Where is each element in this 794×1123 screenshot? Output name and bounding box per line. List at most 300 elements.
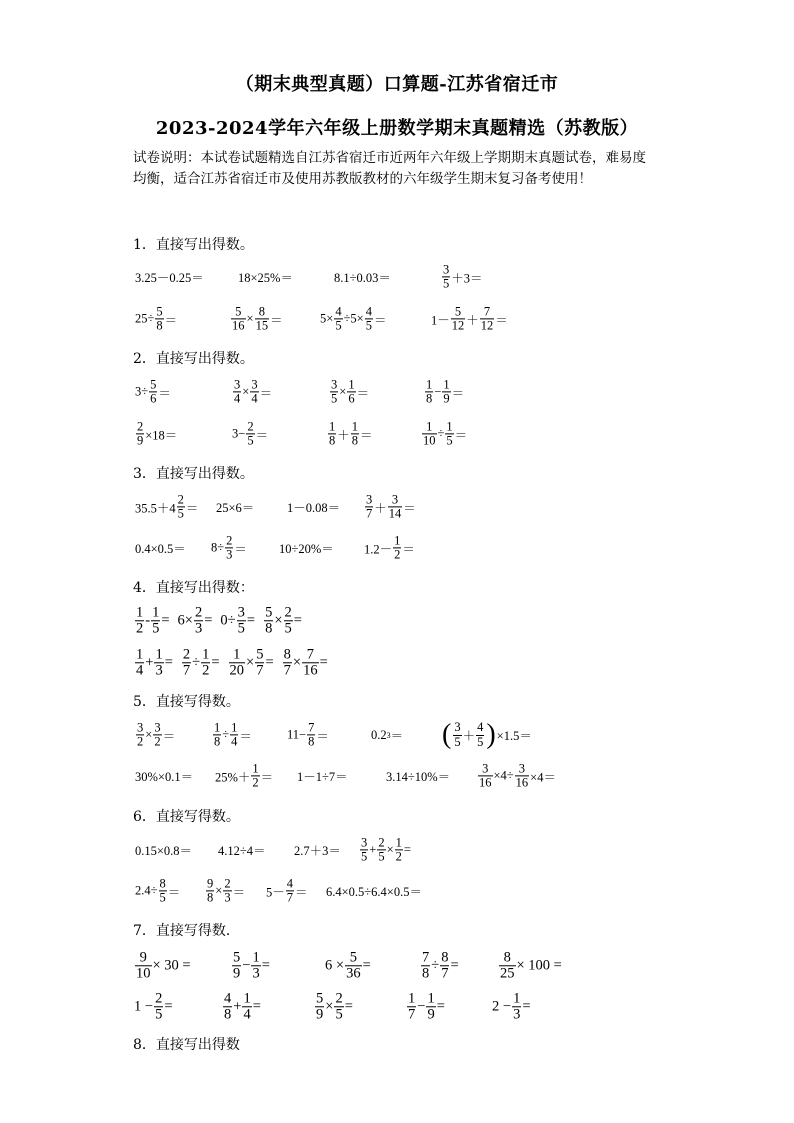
expression-text: 8.1÷0.03＝	[334, 271, 391, 285]
expression-text: ×	[246, 654, 255, 671]
fraction	[232, 950, 241, 981]
fraction	[246, 420, 254, 447]
expression-text: ×	[215, 883, 223, 898]
numerator: 5	[265, 604, 273, 621]
exercise	[205, 877, 245, 904]
fraction	[360, 836, 368, 863]
fraction	[201, 647, 210, 678]
fraction	[284, 605, 293, 636]
expression-text: ×	[292, 654, 302, 671]
denominator: 5	[361, 849, 368, 864]
numerator: 2	[182, 646, 191, 663]
exercise	[211, 534, 247, 561]
exercise	[386, 767, 450, 785]
expression-text: ＝	[316, 729, 329, 743]
fraction	[135, 605, 144, 636]
expression-text: ＝	[356, 386, 370, 400]
numerator: 2	[177, 492, 184, 507]
numerator: 8	[283, 646, 291, 663]
numerator: 9	[139, 949, 147, 966]
denominator: 9	[427, 1006, 435, 1023]
exercise	[314, 991, 353, 1022]
numerator: 3	[391, 492, 399, 507]
question-3-title: 3．直接写出得数。	[133, 466, 254, 482]
numerator: 5	[156, 304, 163, 319]
denominator: 16	[303, 662, 318, 679]
numerator: 4	[335, 304, 342, 319]
expression-text: 1－1÷7＝	[297, 770, 348, 784]
fraction	[223, 991, 232, 1022]
expression-text: =	[362, 957, 371, 974]
expression-text: 1 −	[134, 998, 154, 1015]
numerator: 5	[316, 990, 324, 1007]
exercise	[441, 263, 483, 290]
exercise	[498, 950, 562, 981]
exercise	[231, 950, 270, 981]
fraction	[231, 305, 246, 332]
denominator: 7	[182, 662, 191, 679]
expression-text: ×	[339, 384, 347, 399]
denominator: 5	[237, 620, 245, 637]
numerator: 1	[408, 990, 416, 1007]
numerator: 3	[234, 377, 241, 392]
exercise	[135, 877, 180, 904]
exercise	[232, 420, 268, 447]
denominator: 5	[331, 391, 338, 406]
expression-text: 11−	[287, 727, 307, 742]
expression-text: ＝	[495, 313, 508, 327]
expression-text: 4.12÷4＝	[218, 844, 266, 858]
fraction	[451, 305, 466, 332]
fraction	[421, 950, 430, 981]
expression-text: ＝	[167, 885, 181, 899]
numerator: 1	[202, 646, 210, 663]
fraction	[155, 305, 163, 332]
denominator: 9	[316, 1006, 324, 1023]
expression-text: ÷	[192, 654, 201, 671]
expression-text: ×4÷	[493, 768, 514, 783]
numerator: 1	[394, 533, 401, 548]
numerator: 2	[335, 990, 343, 1007]
expression-text: −	[242, 957, 251, 974]
expression-text: 35.5＋4	[135, 501, 176, 515]
parenthesis: )	[486, 719, 496, 750]
expression-text: =	[450, 957, 459, 974]
numerator: 1	[136, 604, 144, 621]
numerator: 1	[231, 720, 238, 735]
numerator: 2	[226, 533, 233, 548]
exercise	[135, 268, 204, 286]
exam-description	[133, 148, 693, 190]
fraction	[242, 991, 251, 1022]
denominator: 8	[351, 433, 359, 448]
numerator: 3	[154, 720, 161, 735]
fraction	[445, 420, 453, 447]
expression-text: =	[164, 654, 173, 671]
denominator: 8	[422, 965, 430, 982]
denominator: 5	[477, 734, 484, 749]
denominator: 8	[224, 1006, 232, 1023]
denominator: 5	[378, 849, 385, 864]
expression-text: =	[436, 998, 445, 1015]
expression-text: ＝	[185, 501, 199, 515]
denominator: 20	[229, 662, 245, 679]
denominator: 5	[443, 276, 450, 291]
exercise	[326, 882, 422, 900]
expression-text: 6×	[177, 612, 193, 629]
numerator: 8	[503, 949, 511, 966]
fraction	[425, 378, 433, 405]
denominator: 16	[479, 775, 492, 790]
question-7-title: 7．直接写得数．	[133, 923, 240, 939]
fraction	[230, 721, 238, 748]
fraction	[515, 762, 530, 789]
exercise	[222, 991, 261, 1022]
expression-text: 1－0.08＝	[287, 501, 341, 515]
fraction	[453, 721, 461, 748]
exercise	[135, 721, 175, 748]
expression-text: ×	[145, 727, 153, 742]
expression-text: 6.4×0.5÷6.4×0.5＝	[326, 885, 422, 899]
expression-text: 6 ×	[325, 957, 345, 974]
expression-text: ＝	[260, 770, 274, 784]
denominator: 4	[234, 391, 241, 406]
numerator: 4	[477, 720, 484, 735]
expression-text: =	[164, 998, 173, 1015]
fraction	[499, 950, 516, 981]
expression-text: ＝	[402, 542, 415, 556]
exercise	[334, 268, 391, 286]
expression-text: 3.25－0.25＝	[135, 271, 204, 285]
denominator: 8	[308, 734, 315, 749]
numerator: 1	[426, 419, 433, 434]
numerator: 2	[378, 835, 385, 850]
expression-text: ＋	[337, 428, 350, 442]
expression-text: =	[403, 842, 411, 857]
exercise	[134, 647, 328, 678]
numerator: 3	[482, 761, 489, 776]
exercise	[477, 762, 556, 789]
fraction	[440, 950, 449, 981]
expression-text: ＝	[232, 885, 246, 899]
expression-text: 3.14÷10%＝	[386, 770, 451, 784]
fraction	[476, 721, 484, 748]
denominator: 5	[247, 433, 254, 448]
exercise	[287, 721, 329, 748]
denominator: 5	[446, 433, 453, 448]
expression-text: =	[261, 957, 270, 974]
numerator: 8	[159, 876, 166, 891]
expression-text: 5－	[266, 885, 285, 899]
fraction	[182, 647, 191, 678]
denominator: 7	[283, 662, 291, 679]
expression-text: 8÷	[211, 540, 225, 555]
fraction	[194, 605, 203, 636]
fraction	[255, 305, 270, 332]
fraction	[206, 877, 214, 904]
expression-text: 1－	[431, 313, 450, 327]
exercise	[135, 493, 198, 520]
fraction	[442, 378, 450, 405]
page-subtitle: 2023-2024学年六年级上册数学期末真题精选（苏教版）	[155, 118, 639, 139]
fraction	[307, 721, 315, 748]
numerator: 3	[443, 262, 450, 277]
expression-text: 2.4÷	[135, 883, 158, 898]
numerator: 7	[483, 304, 491, 319]
numerator: 1	[513, 990, 521, 1007]
expression-text: −	[434, 384, 442, 399]
numerator: 8	[441, 949, 449, 966]
exercise	[135, 378, 171, 405]
numerator: 2	[284, 604, 292, 621]
numerator: 1	[329, 419, 336, 434]
exercise	[218, 841, 266, 859]
fraction	[388, 493, 403, 520]
numerator: 1	[351, 419, 359, 434]
numerator: 4	[365, 304, 372, 319]
denominator: 10	[423, 433, 436, 448]
numerator: 1	[348, 377, 355, 392]
fraction	[135, 647, 144, 678]
expression-text: =	[265, 654, 274, 671]
exercise	[135, 539, 186, 557]
denominator: 8	[265, 620, 273, 637]
denominator: 5	[335, 318, 342, 333]
denominator: 12	[451, 318, 465, 333]
fraction	[149, 378, 157, 405]
expression-text: ×	[242, 384, 250, 399]
question-4-title: 4．直接写出得数：	[133, 580, 254, 596]
denominator: 6	[348, 391, 355, 406]
question-8-title: 8．直接写出得数	[133, 1037, 240, 1053]
fraction	[330, 378, 338, 405]
fraction	[225, 534, 233, 561]
fraction	[153, 721, 161, 748]
numerator: 7	[306, 646, 314, 663]
expression-text: 1.2－	[364, 542, 393, 556]
fraction	[315, 991, 324, 1022]
expression-text: 25÷	[135, 311, 155, 326]
exercise	[371, 726, 403, 744]
denominator: 8	[426, 391, 433, 406]
denominator: 3	[226, 547, 233, 562]
denominator: 4	[231, 734, 238, 749]
denominator: 5	[152, 620, 160, 637]
denominator: 5	[335, 1006, 343, 1023]
fraction	[480, 305, 495, 332]
expression-text: ＋	[466, 313, 479, 327]
fraction	[159, 877, 167, 904]
denominator: 2	[395, 849, 402, 864]
expression-text: ＋	[374, 501, 387, 515]
numerator: 3	[366, 492, 373, 507]
numerator: 1	[155, 646, 163, 663]
expression-text: +	[369, 842, 377, 857]
denominator: 3	[194, 620, 203, 637]
fraction	[250, 378, 258, 405]
numerator: 3	[361, 835, 368, 850]
numerator: 1	[233, 646, 241, 663]
numerator: 3	[237, 604, 245, 621]
exercise	[431, 305, 508, 332]
denominator: 7	[256, 662, 264, 679]
fraction	[264, 605, 273, 636]
denominator: 8	[207, 890, 214, 905]
exercise	[135, 420, 177, 447]
numerator: 1	[136, 646, 144, 663]
fraction	[478, 762, 493, 789]
fraction	[229, 647, 246, 678]
exercise	[406, 991, 445, 1022]
numerator: 5	[150, 377, 157, 392]
numerator: 1	[446, 419, 453, 434]
fraction	[213, 721, 221, 748]
fraction	[135, 950, 152, 981]
numerator: 2	[194, 604, 203, 621]
denominator: 3	[513, 1006, 521, 1023]
expression-text: ＝	[390, 729, 404, 743]
denominator: 2	[202, 662, 210, 679]
numerator: 1	[252, 761, 259, 776]
expression-text: 10÷20%＝	[279, 542, 334, 556]
expression-text: 3÷	[135, 384, 149, 399]
expression-text: -	[145, 612, 151, 629]
denominator: 5	[454, 734, 461, 749]
fraction	[223, 877, 231, 904]
expression-text: ×1.5＝	[496, 729, 532, 743]
exercise	[238, 268, 293, 286]
exercise	[279, 539, 334, 557]
denominator: 9	[443, 391, 450, 406]
fraction	[512, 991, 521, 1022]
denominator: 3	[252, 965, 260, 982]
exercise	[297, 767, 348, 785]
fraction	[154, 991, 163, 1022]
fraction	[328, 420, 336, 447]
numerator: 1	[443, 377, 450, 392]
exercise	[216, 498, 254, 516]
expression-text: =	[246, 612, 256, 629]
numerator: 3	[518, 761, 526, 776]
expression-text: × 100 =	[516, 957, 562, 974]
expression-text: ÷5×	[343, 311, 364, 326]
exercise	[294, 841, 341, 859]
expression-text: ＋	[462, 729, 476, 743]
expression-text: ＝	[270, 313, 283, 327]
exercise	[364, 493, 416, 520]
denominator: 9	[137, 433, 144, 448]
fraction	[351, 420, 359, 447]
fraction	[286, 877, 294, 904]
denominator: 3	[155, 662, 163, 679]
expression-text: −	[417, 998, 426, 1015]
exercise	[215, 762, 273, 789]
fraction	[334, 991, 343, 1022]
expression-text: +	[145, 654, 154, 671]
expression-text: 3−	[232, 426, 246, 441]
expression-text: ＝	[373, 313, 387, 327]
expression-text: ＝	[255, 428, 269, 442]
exercise	[329, 378, 369, 405]
expression-text: ＋3＝	[451, 271, 483, 285]
question-6-title: 6．直接写得数。	[133, 809, 240, 825]
exercise	[135, 305, 177, 332]
fraction	[251, 762, 259, 789]
fraction	[151, 605, 160, 636]
numerator: 4	[286, 876, 294, 891]
numerator: 5	[454, 304, 462, 319]
fraction	[177, 493, 185, 520]
fraction	[365, 493, 373, 520]
numerator: 4	[224, 990, 232, 1007]
expression-text: +	[233, 998, 242, 1015]
expression-text: ×	[325, 998, 334, 1015]
numerator: 7	[422, 949, 430, 966]
question-5-title: 5．直接写得数。	[133, 694, 240, 710]
exercise	[421, 420, 467, 447]
fraction	[422, 420, 437, 447]
expression-text: ＝	[164, 313, 178, 327]
exercise	[441, 721, 532, 749]
expression-text: 0.2	[371, 727, 387, 742]
exercise	[134, 950, 191, 981]
expression-text: ＝	[239, 729, 252, 743]
denominator: 10	[136, 965, 151, 982]
numerator: 3	[331, 377, 338, 392]
denominator: 5	[365, 318, 372, 333]
denominator: 8	[329, 433, 336, 448]
denominator: 15	[255, 318, 269, 333]
expression-text: 0÷	[220, 612, 236, 629]
exercise	[232, 378, 272, 405]
numerator: 5	[233, 949, 241, 966]
expression-text: 2 −	[492, 998, 512, 1015]
expression-text: =	[319, 654, 328, 671]
denominator: 9	[233, 965, 241, 982]
numerator: 2	[137, 419, 144, 434]
expression-text: ×	[246, 311, 254, 326]
numerator: 1	[252, 949, 260, 966]
expression-text: 0.4×0.5＝	[135, 542, 186, 556]
fraction	[283, 647, 292, 678]
expression-text: ×4＝	[530, 770, 556, 784]
exercise	[359, 836, 411, 863]
numerator: 9	[207, 876, 214, 891]
expression-text: ÷	[431, 957, 440, 974]
fraction	[154, 647, 163, 678]
exercise	[420, 950, 459, 981]
fraction	[345, 950, 362, 981]
exercise	[424, 378, 464, 405]
denominator: 4	[251, 391, 258, 406]
exercise	[327, 420, 373, 447]
fraction	[442, 263, 450, 290]
expression-text: =	[211, 654, 220, 671]
denominator: 6	[150, 391, 157, 406]
expression-text: ÷	[222, 727, 230, 742]
denominator: 2	[137, 734, 144, 749]
exercise	[320, 305, 387, 332]
denominator: 5	[155, 1006, 163, 1023]
denominator: 4	[136, 662, 144, 679]
denominator: 2	[394, 547, 401, 562]
denominator: 7	[441, 965, 449, 982]
numerator: 2	[155, 990, 163, 1007]
denominator: 2	[252, 775, 259, 790]
exercise	[325, 950, 371, 981]
denominator: 5	[159, 890, 166, 905]
expression-text: =	[161, 612, 170, 629]
